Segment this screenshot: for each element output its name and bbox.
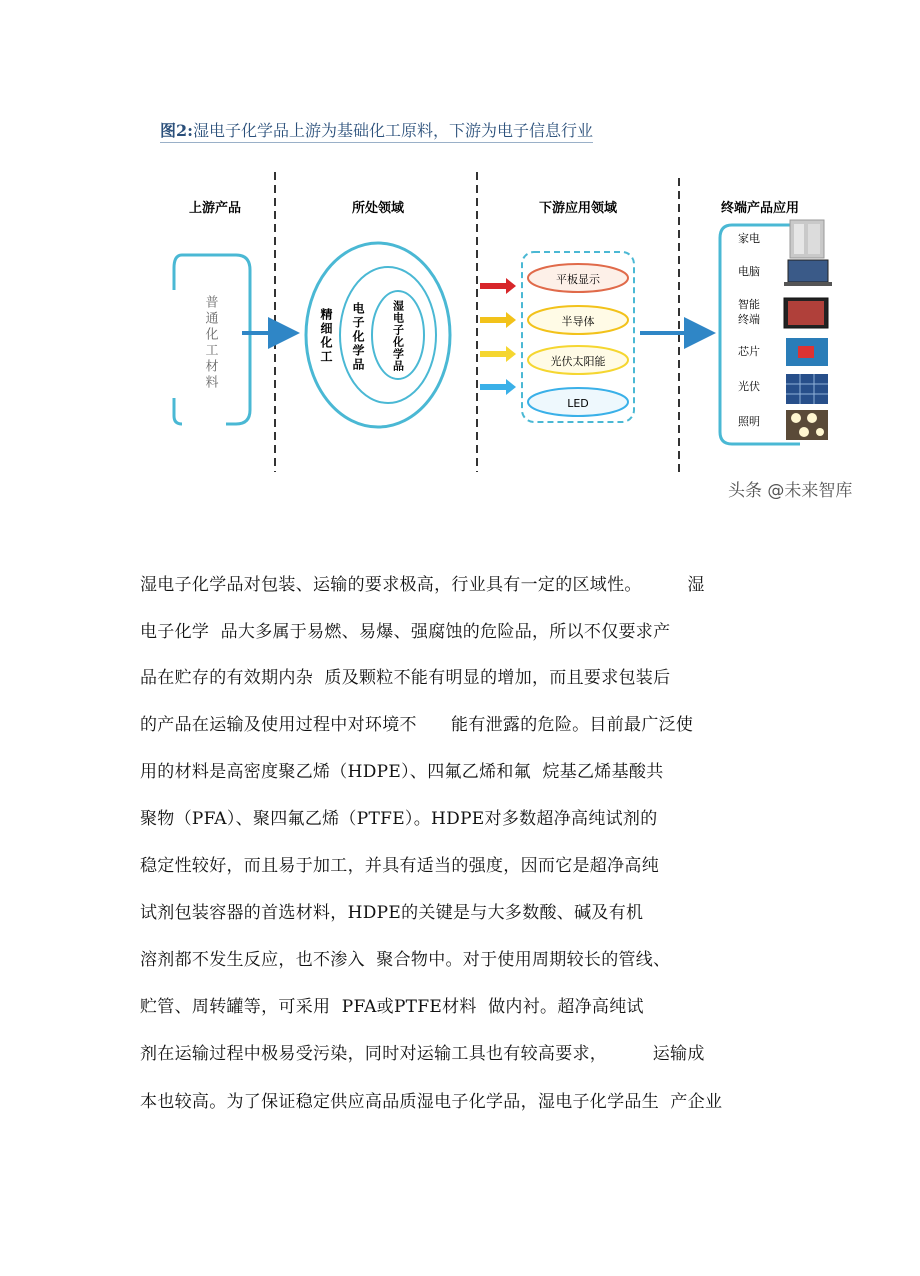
svg-text:终端: 终端 — [738, 313, 760, 326]
paragraph-line: 溶剂都不发生反应，也不渗入 聚合物中。对于使用周期较长的管线、 — [140, 950, 671, 970]
paragraph-line: 聚物（PFA）、聚四氟乙烯（PTFE）。HDPE对多数超净高纯试剂的 — [140, 809, 658, 829]
header-downstream: 下游应用领域 — [538, 201, 618, 216]
domain-outer-label: 精细化工 — [319, 308, 333, 364]
paragraph-line: 电子化学 品大多属于易燃、易爆、强腐蚀的危险品，所以不仅要求产 — [140, 622, 671, 642]
svg-text:照明: 照明 — [738, 415, 760, 428]
svg-text:电脑: 电脑 — [738, 265, 760, 278]
paragraph-line: 的产品在运输及使用过程中对环境不 能有泄露的危险。目前最广泛使 — [140, 715, 694, 735]
caption-text: 湿电子化学品上游为基础化工原料，下游为电子信息行业 — [193, 121, 594, 140]
domain-inner-label: 湿电子化学品 — [391, 300, 405, 372]
paragraph-line: 本也较高。为了保证稳定供应高品质湿电子化学品，湿电子化学品生 产企业 — [140, 1092, 723, 1112]
paragraph-line: 剂在运输过程中极易受污染，同时对运输工具也有较高要求， 运输成 — [140, 1044, 705, 1064]
caption-prefix: 图2: — [160, 121, 194, 140]
paragraph-line: 稳定性较好，而且易于加工，并具有适当的强度，因而它是超净高纯 — [140, 856, 659, 876]
paragraph-line: 用的材料是高密度聚乙烯（HDPE）、四氟乙烯和氟 烷基乙烯基酸共 — [140, 762, 664, 782]
paragraph-line: 湿电子化学品对包装、运输的要求极高，行业具有一定的区域性。 湿 — [140, 575, 705, 595]
svg-text:半导体: 半导体 — [561, 315, 595, 328]
header-upstream: 上游产品 — [188, 201, 242, 216]
watermark: 头条 @未来智库 — [728, 481, 853, 501]
svg-text:智能: 智能 — [738, 298, 760, 311]
header-terminal: 终端产品应用 — [720, 201, 800, 216]
paragraph-line: 品在贮存的有效期内杂 质及颗粒不能有明显的增加，而且要求包装后 — [140, 668, 671, 688]
svg-text:芯片: 芯片 — [738, 345, 760, 358]
svg-text:家电: 家电 — [738, 232, 760, 245]
paragraph-line: 贮管、周转罐等，可采用 PFA或PTFE材料 做内衬。超净高纯试 — [140, 997, 644, 1017]
paragraph-line: 试剂包装容器的首选材料，HDPE的关键是与大多数酸、碱及有机 — [140, 903, 644, 923]
svg-text:平板显示: 平板显示 — [556, 273, 600, 286]
header-domain: 所处领域 — [351, 201, 405, 216]
svg-text:光伏太阳能: 光伏太阳能 — [550, 355, 606, 368]
domain-middle-label: 电子化学品 — [351, 302, 365, 372]
svg-text:LED: LED — [567, 397, 589, 410]
svg-text:光伏: 光伏 — [738, 380, 760, 393]
upstream-material-label: 普通化工材料 — [202, 295, 218, 391]
